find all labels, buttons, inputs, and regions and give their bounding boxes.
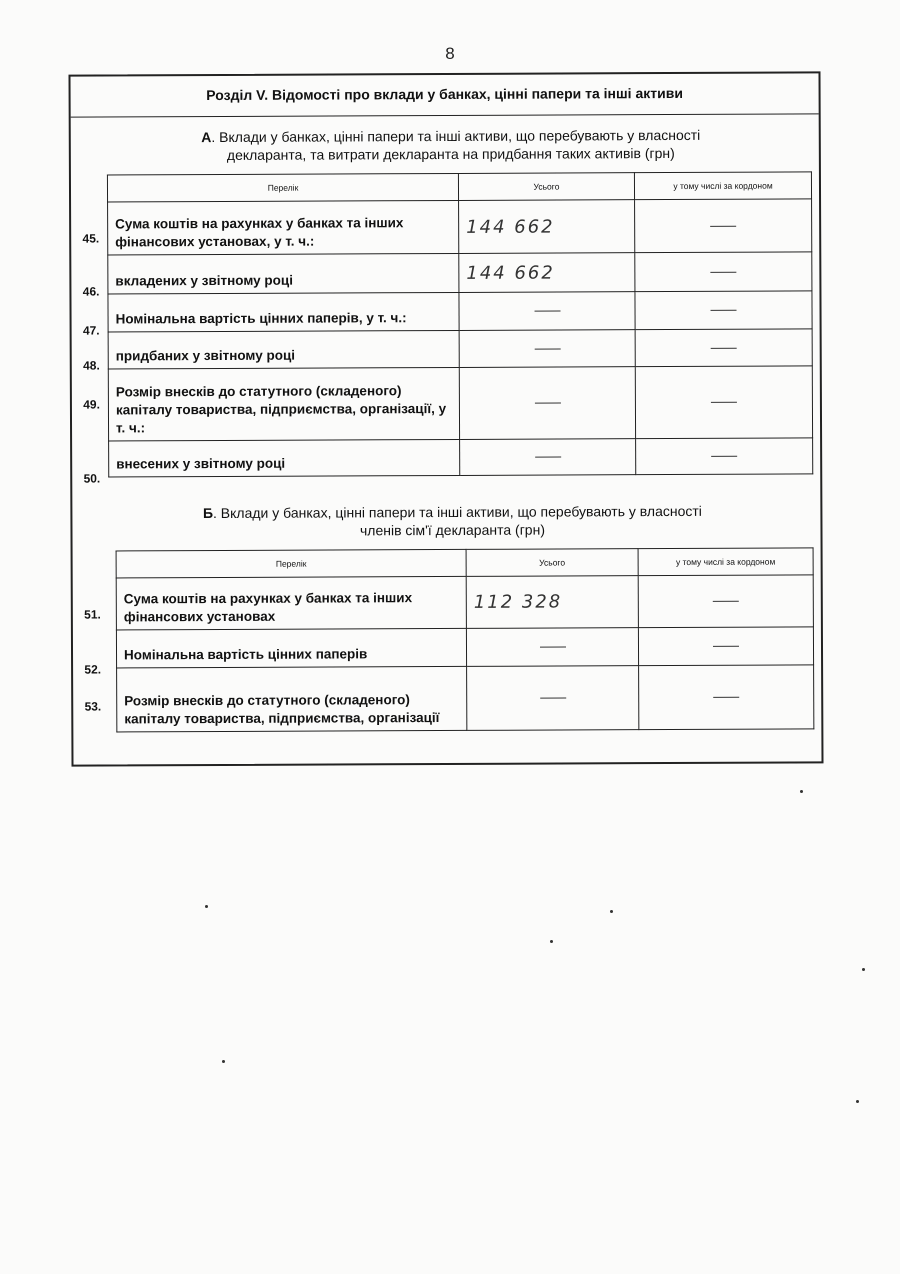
part-a-line1	[201, 127, 700, 145]
abroad-value	[635, 291, 812, 330]
dash-mark	[710, 271, 736, 272]
dash-mark	[711, 456, 737, 457]
table-header-row	[107, 172, 811, 202]
part-a-table	[107, 171, 813, 477]
total-value	[459, 330, 635, 368]
scan-speck	[610, 910, 613, 913]
part-a-line2: декларанта, та витрати декларанта на придбання таких активів (грн)	[226, 144, 675, 163]
table-row	[116, 575, 813, 630]
table-row	[117, 665, 814, 732]
row-label: Розмір внесків до статутного (складеного) капіталу товариства, підприємства, організації	[117, 666, 467, 732]
part-b-letter: Б	[202, 505, 214, 522]
table-row	[108, 199, 812, 255]
column-header-total: Усього	[466, 549, 638, 577]
column-header-abroad: у тому числі за кордоном	[634, 172, 811, 200]
total-value	[459, 292, 635, 331]
part-b-line1	[203, 503, 702, 521]
row-number: 48.	[83, 358, 100, 373]
total-value	[466, 628, 638, 667]
row-number: 45.	[82, 231, 100, 246]
dash-mark	[540, 697, 566, 698]
part-a-heading	[111, 125, 791, 164]
page-number: 8	[445, 44, 455, 63]
row-label: Сума коштів на рахунках у банках та інших фінансових установах, у т. ч.:	[108, 200, 459, 255]
handwritten-total: 112 328	[473, 591, 563, 613]
row-label: Сума коштів на рахунках у банках та інших фінансових установах	[116, 576, 466, 630]
total-value	[459, 367, 635, 440]
section-frame	[68, 71, 823, 766]
row-number: 52.	[84, 662, 102, 677]
total-value	[467, 666, 639, 731]
column-header-total: Усього	[458, 173, 634, 201]
column-header-list: Перелік	[116, 549, 466, 578]
row-number: 53.	[84, 699, 102, 714]
row-number: 50.	[83, 471, 101, 486]
handwritten-total: 144 662	[466, 262, 555, 284]
scan-speck	[550, 940, 553, 943]
row-label: внесених у звітному році	[109, 439, 460, 477]
dash-mark	[711, 402, 737, 403]
total-value	[459, 253, 635, 293]
part-b-heading	[112, 501, 792, 540]
part-a-line1-text: . Вклади у банках, цінні папери та інші активи, що перебувають у власності	[211, 126, 701, 146]
dash-mark	[710, 225, 736, 226]
total-value	[459, 200, 635, 254]
abroad-value	[635, 329, 812, 367]
row-number: 47.	[82, 323, 100, 338]
dash-mark	[534, 348, 560, 349]
row-number: 46.	[82, 284, 100, 299]
table-row	[116, 627, 813, 668]
dash-mark	[535, 457, 561, 458]
part-b-line2: членів сім'ї декларанта (грн)	[359, 521, 546, 539]
scan-speck	[205, 905, 208, 908]
total-value	[460, 439, 636, 476]
dash-mark	[711, 347, 737, 348]
dash-mark	[534, 403, 560, 404]
dash-mark	[713, 601, 739, 602]
handwritten-total: 144 662	[466, 216, 555, 238]
abroad-value	[636, 438, 813, 475]
row-label: Номінальна вартість цінних паперів	[116, 628, 466, 668]
dash-mark	[713, 697, 739, 698]
dash-mark	[711, 310, 737, 311]
total-value	[466, 576, 638, 629]
row-label: Розмір внесків до статутного (складеного) капіталу товариства, підприємства, організації, у т. ч.:	[108, 367, 459, 441]
abroad-value	[635, 366, 812, 439]
part-b-table	[116, 547, 815, 732]
column-header-list: Перелік	[107, 173, 458, 202]
section-title: Розділ V. Відомості про вклади у банках, цінні папери та інші активи	[71, 73, 819, 117]
table-row	[109, 438, 813, 477]
abroad-value	[638, 627, 813, 666]
column-header-abroad: у тому числі за кордоном	[638, 548, 813, 576]
dash-mark	[713, 646, 739, 647]
row-number: 49.	[83, 397, 100, 412]
dash-mark	[539, 646, 565, 647]
dash-mark	[534, 311, 560, 312]
abroad-value	[639, 665, 814, 730]
abroad-value	[635, 252, 812, 292]
row-label: Номінальна вартість цінних паперів, у т. ч.:	[108, 292, 459, 332]
scan-speck	[222, 1060, 225, 1063]
part-b-line1-text: . Вклади у банках, цінні папери та інші активи, що перебувають у власності	[212, 502, 702, 522]
table-row	[108, 252, 812, 294]
abroad-value	[635, 199, 812, 253]
row-label: придбаних у звітному році	[108, 330, 459, 369]
abroad-value	[638, 575, 813, 628]
part-a-letter: А	[201, 129, 212, 146]
scan-speck	[800, 790, 803, 793]
table-row	[108, 366, 812, 441]
row-number: 51.	[84, 607, 101, 622]
table-row	[108, 329, 812, 369]
table-header-row	[116, 548, 813, 578]
table-row	[108, 291, 812, 332]
scan-speck	[856, 1100, 859, 1103]
row-label: вкладених у звітному році	[108, 253, 459, 294]
scan-speck	[862, 968, 865, 971]
